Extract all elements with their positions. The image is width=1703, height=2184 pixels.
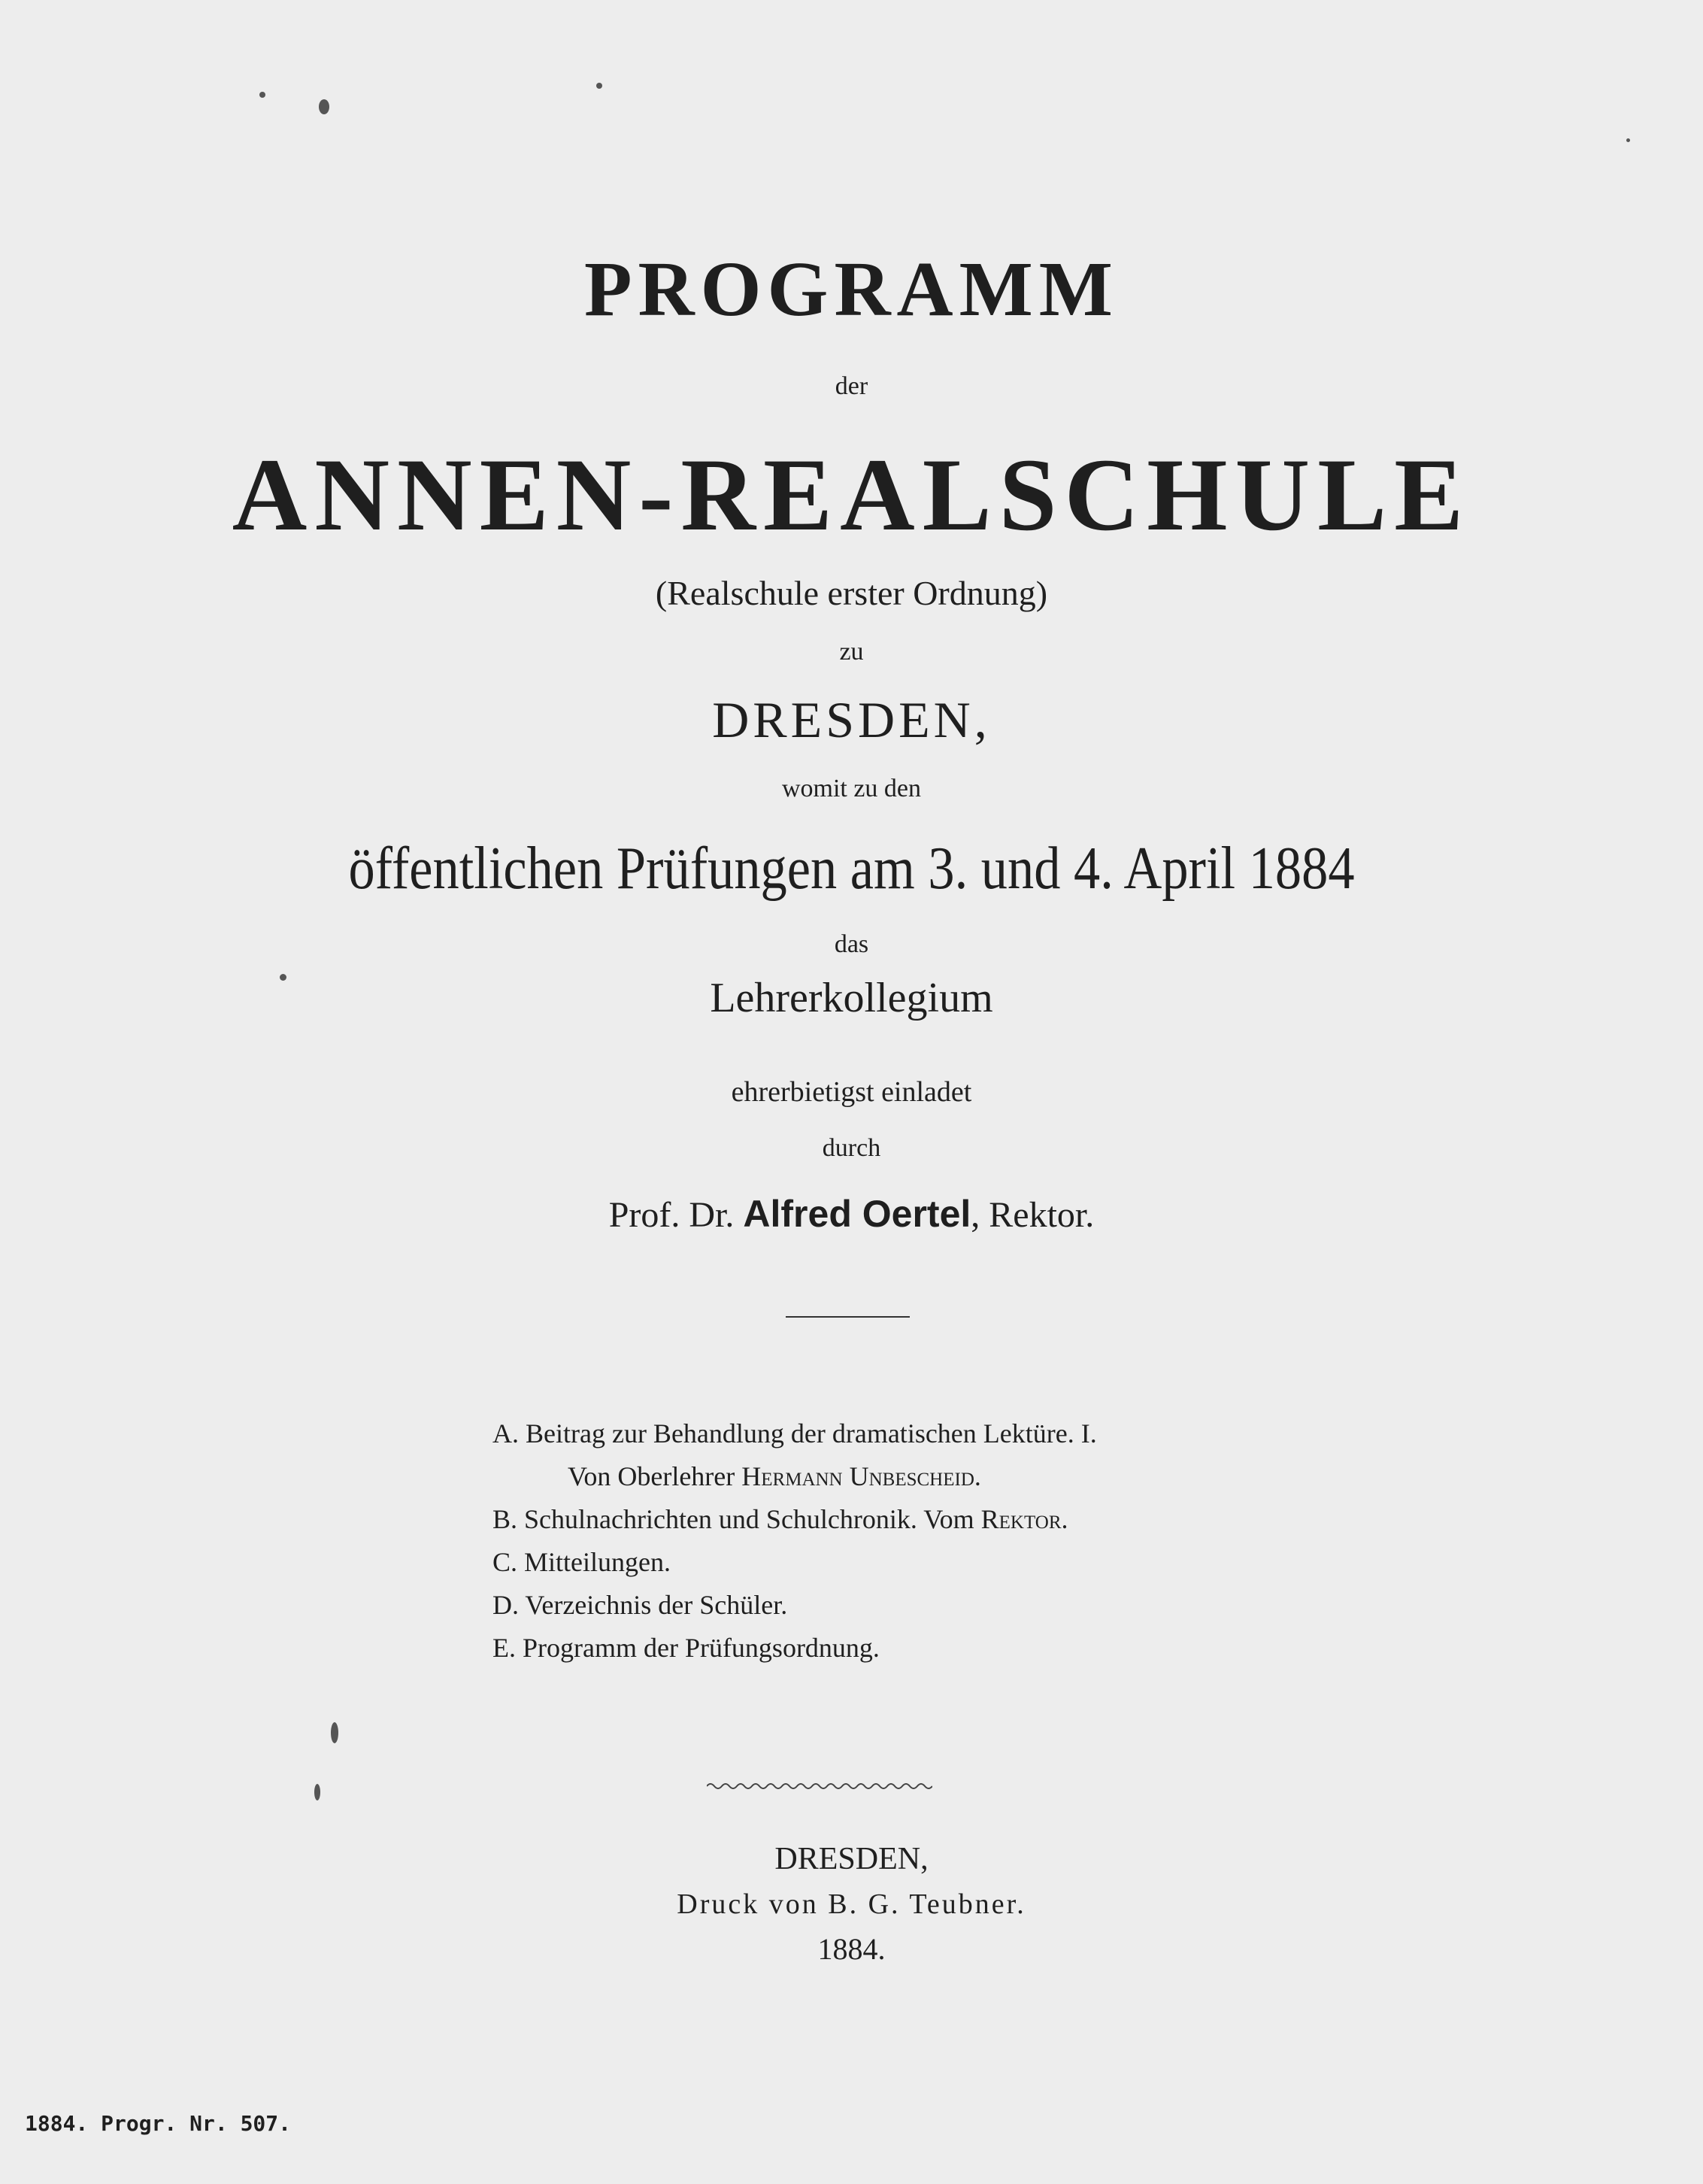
contents-item-e: E. Programm der Prüfungsordnung. <box>492 1633 880 1663</box>
city-heading: DRESDEN, <box>712 691 991 748</box>
author-name: Hermann Unbescheid <box>741 1461 974 1491</box>
signatory-line <box>0 1192 1703 1236</box>
invitation-text: ehrerbietigst einladet <box>731 1076 972 1108</box>
decorative-wave-rule <box>707 1781 932 1791</box>
divider-rule <box>786 1316 910 1318</box>
table-of-contents <box>492 1412 1357 1670</box>
imprint-city: DRESDEN, <box>774 1842 929 1876</box>
author-name: Rektor <box>980 1504 1062 1534</box>
word-zu: zu <box>839 638 864 666</box>
signatory-suffix: , Rektor. <box>971 1195 1095 1235</box>
intro-text: womit zu den <box>781 775 922 802</box>
contents-item-a-author: Von Oberlehrer Hermann Unbescheid. <box>568 1461 981 1491</box>
contents-item-b: B. Schulnachrichten und Schulchronik. Vom Rektor. <box>492 1504 1068 1534</box>
imprint-year: 1884. <box>817 1932 886 1966</box>
contents-item-c: C. Mitteilungen. <box>492 1547 671 1577</box>
scan-speck <box>1626 138 1630 142</box>
scan-speck <box>280 974 286 981</box>
word-das: das <box>834 930 869 958</box>
contents-item-a: A. Beitrag zur Behandlung der dramatischen Lektüre. I. <box>492 1418 1097 1448</box>
faculty-heading: Lehrerkollegium <box>710 975 993 1021</box>
scan-speck <box>259 92 265 98</box>
scan-speck <box>319 99 329 114</box>
imprint-printer: Druck von B. G. Teubner. <box>677 1888 1026 1920</box>
footer-reference: 1884. Progr. Nr. 507. <box>25 2111 292 2136</box>
scan-speck <box>596 83 602 89</box>
scan-speck <box>314 1784 320 1800</box>
word-der: der <box>835 372 868 400</box>
contents-item-d: D. Verzeichnis der Schüler. <box>492 1590 788 1620</box>
school-type: (Realschule erster Ordnung) <box>655 574 1048 612</box>
signatory-name: Alfred Oertel <box>743 1193 971 1235</box>
exam-announcement: öffentlichen Prüfungen am 3. und 4. April 1884 <box>348 836 1355 902</box>
signatory-prefix: Prof. Dr. <box>608 1195 735 1235</box>
document-title: PROGRAMM <box>584 246 1119 332</box>
school-name: ANNEN-REALSCHULE <box>232 437 1471 552</box>
scan-speck <box>331 1722 338 1743</box>
word-durch: durch <box>822 1134 881 1162</box>
